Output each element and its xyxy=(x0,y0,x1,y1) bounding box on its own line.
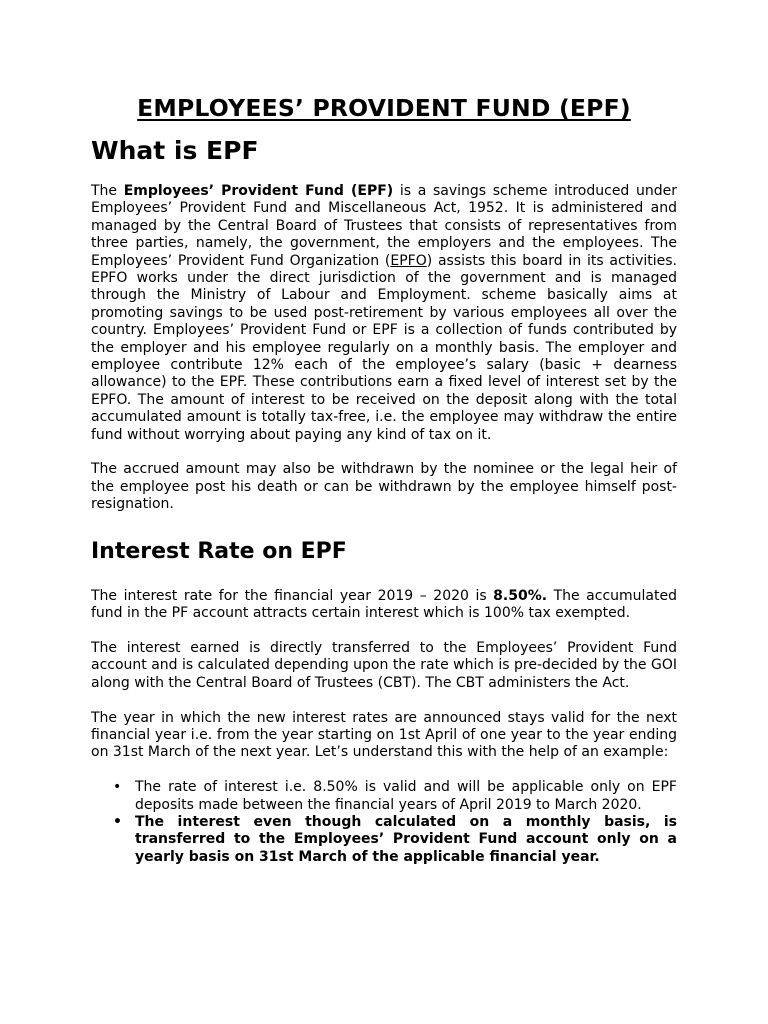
epfo-link[interactable]: EPFO xyxy=(390,252,427,269)
paragraph-epf-definition: The Employees’ Provident Fund (EPF) is a savings scheme introduced under Employees’ Provident Fund and Miscellaneous Act, 1952. It is administered and managed by the Central Board of Trustees that consists of representatives from three parties, namely, the government, the employers and the employees. The Employees’ Provident Fund Organization (EPFO) assists this board in its activities. EPFO works under the direct jurisdiction of the government and is managed through the Ministry of Labour and Employment. scheme basically aims at promoting savings to be used post-retirement by various employees all over the country. Employees’ Provident Fund or EPF is a collection of funds contributed by the employer and his employee regularly on a monthly basis. The employer and employee contribute 12% each of the employee’s salary (basic + dearness allowance) to the EPF. These contributions earn a fixed level of interest set by the EPFO. The amount of interest to be received on the deposit along with the total accumulated amount is totally tax-free, i.e. the employee may withdraw the entire fund without worrying about paying any kind of tax on it. xyxy=(91,183,678,443)
section-heading-interest-rate: Interest Rate on EPF xyxy=(91,538,347,564)
paragraph-interest-transfer: The interest earned is directly transferred to the Employees’ Provident Fund account and is calculated depending upon the rate which is pre-decided by the GOI along with the Central Board of Trustees (CBT). The CBT administers the Act. xyxy=(91,639,677,691)
paragraph-withdrawal: The accrued amount may also be withdrawn by the nominee or the legal heir of the employee post his death or can be withdrawn by the employee himself post-resignation. xyxy=(91,461,677,513)
example-list xyxy=(91,779,677,866)
paragraph-interest-rate: The interest rate for the financial year 2019 – 2020 is 8.50%. The accumulated fund in the PF account attracts certain interest which is 100% tax exempted. xyxy=(91,587,677,622)
list-item: • The rate of interest i.e. 8.50% is valid and will be applicable only on EPF deposits made between the financial years of April 2019 to March 2020. xyxy=(113,779,677,813)
bullet-icon: • xyxy=(113,779,122,796)
document-title: EMPLOYEES’ PROVIDENT FUND (EPF) xyxy=(137,94,631,122)
section-heading-what-is-epf: What is EPF xyxy=(91,136,259,165)
bold-term-epf: Employees’ Provident Fund (EPF) xyxy=(123,183,394,199)
bullet-icon: • xyxy=(113,813,122,830)
paragraph-validity: The year in which the new interest rates are announced stays valid for the next financial year i.e. from the year starting on 1st April of one year to the year ending on 31st March of the next year. Let’s understand this with the help of an example: xyxy=(91,709,677,761)
list-item: • The interest even though calculated on a monthly basis, is transferred to the Employees’ Provident Fund account only on a yearly basis on 31st March of the applicable financial year. xyxy=(113,813,677,865)
bold-interest-rate: 8.50%. xyxy=(493,587,548,604)
